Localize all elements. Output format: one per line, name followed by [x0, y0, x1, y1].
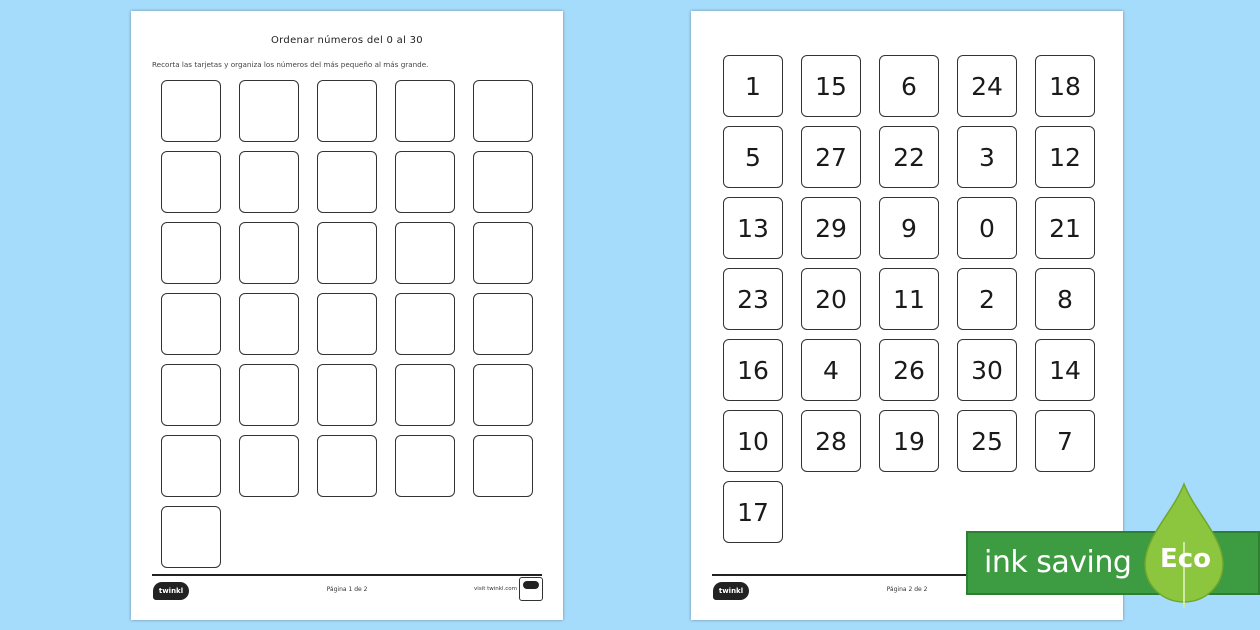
card-number: 18	[1049, 71, 1081, 101]
number-card	[1035, 268, 1095, 330]
number-card	[879, 410, 939, 472]
number-card	[723, 197, 783, 259]
card-number: 6	[901, 71, 917, 101]
number-card	[957, 55, 1017, 117]
blank-card	[239, 151, 299, 213]
number-card	[1035, 339, 1095, 401]
blank-card	[317, 293, 377, 355]
number-card-grid	[723, 55, 1095, 543]
blank-card	[161, 222, 221, 284]
card-number: 0	[979, 213, 995, 243]
card-number: 13	[737, 213, 769, 243]
card-number: 29	[815, 213, 847, 243]
number-card	[957, 339, 1017, 401]
worksheet-page-2	[691, 11, 1123, 620]
blank-card	[317, 151, 377, 213]
number-card	[1035, 197, 1095, 259]
blank-card	[473, 364, 533, 426]
number-card	[879, 268, 939, 330]
number-card	[723, 126, 783, 188]
card-number: 15	[815, 71, 847, 101]
blank-card	[317, 435, 377, 497]
card-number: 17	[737, 497, 769, 527]
instructions-text: Recorta las tarjetas y organiza los números del más pequeño al más grande.	[152, 60, 429, 69]
number-card	[957, 410, 1017, 472]
blank-card	[239, 364, 299, 426]
blank-card	[473, 151, 533, 213]
number-card	[957, 268, 1017, 330]
number-card	[723, 481, 783, 543]
card-number: 24	[971, 71, 1003, 101]
blank-card	[473, 222, 533, 284]
number-card	[801, 55, 861, 117]
blank-card	[161, 364, 221, 426]
page-title: Ordenar números del 0 al 30	[271, 35, 423, 46]
blank-card	[395, 435, 455, 497]
blank-card	[161, 151, 221, 213]
page-number: Página 1 de 2	[326, 586, 368, 593]
card-number: 4	[823, 355, 839, 385]
card-number: 20	[815, 284, 847, 314]
eco-label: Eco	[1160, 544, 1212, 574]
blank-card	[395, 80, 455, 142]
card-number: 16	[737, 355, 769, 385]
card-number: 27	[815, 142, 847, 172]
number-card	[801, 410, 861, 472]
card-number: 7	[1057, 426, 1073, 456]
blank-card	[317, 222, 377, 284]
footer-divider	[152, 574, 542, 576]
card-number: 14	[1049, 355, 1081, 385]
quality-badge-icon	[519, 577, 543, 601]
ink-saving-text: ink saving	[984, 545, 1132, 580]
number-card	[723, 55, 783, 117]
blank-card	[161, 80, 221, 142]
card-number: 26	[893, 355, 925, 385]
number-card	[723, 410, 783, 472]
card-number: 22	[893, 142, 925, 172]
card-number: 19	[893, 426, 925, 456]
number-card	[801, 339, 861, 401]
number-card	[957, 197, 1017, 259]
blank-card	[317, 80, 377, 142]
card-number: 11	[893, 284, 925, 314]
card-number: 23	[737, 284, 769, 314]
number-card	[723, 268, 783, 330]
card-number: 28	[815, 426, 847, 456]
card-number: 1	[745, 71, 761, 101]
number-card	[801, 268, 861, 330]
footer-url: visit twinkl.com	[474, 586, 517, 592]
card-number: 10	[737, 426, 769, 456]
blank-card	[473, 80, 533, 142]
number-card	[1035, 126, 1095, 188]
number-card	[957, 126, 1017, 188]
blank-card	[161, 506, 221, 568]
number-card	[879, 197, 939, 259]
blank-card	[395, 151, 455, 213]
card-number: 21	[1049, 213, 1081, 243]
card-number: 12	[1049, 142, 1081, 172]
blank-card	[239, 222, 299, 284]
blank-card	[473, 293, 533, 355]
number-card	[1035, 55, 1095, 117]
blank-card	[395, 222, 455, 284]
card-number: 9	[901, 213, 917, 243]
blank-card	[473, 435, 533, 497]
number-card	[723, 339, 783, 401]
card-number: 30	[971, 355, 1003, 385]
card-number: 3	[979, 142, 995, 172]
card-number: 5	[745, 142, 761, 172]
blank-card	[239, 80, 299, 142]
blank-card	[161, 293, 221, 355]
number-card	[801, 197, 861, 259]
number-card	[801, 126, 861, 188]
card-number: 25	[971, 426, 1003, 456]
page-number: Página 2 de 2	[886, 586, 928, 593]
blank-card	[395, 364, 455, 426]
blank-card-grid	[161, 80, 533, 568]
blank-card	[161, 435, 221, 497]
twinkl-logo: twinkl	[153, 582, 189, 600]
twinkl-logo: twinkl	[713, 582, 749, 600]
card-number: 8	[1057, 284, 1073, 314]
worksheet-page-1	[131, 11, 563, 620]
blank-card	[317, 364, 377, 426]
number-card	[879, 55, 939, 117]
blank-card	[239, 293, 299, 355]
blank-card	[239, 435, 299, 497]
blank-card	[395, 293, 455, 355]
card-number: 2	[979, 284, 995, 314]
number-card	[1035, 410, 1095, 472]
number-card	[879, 339, 939, 401]
number-card	[879, 126, 939, 188]
